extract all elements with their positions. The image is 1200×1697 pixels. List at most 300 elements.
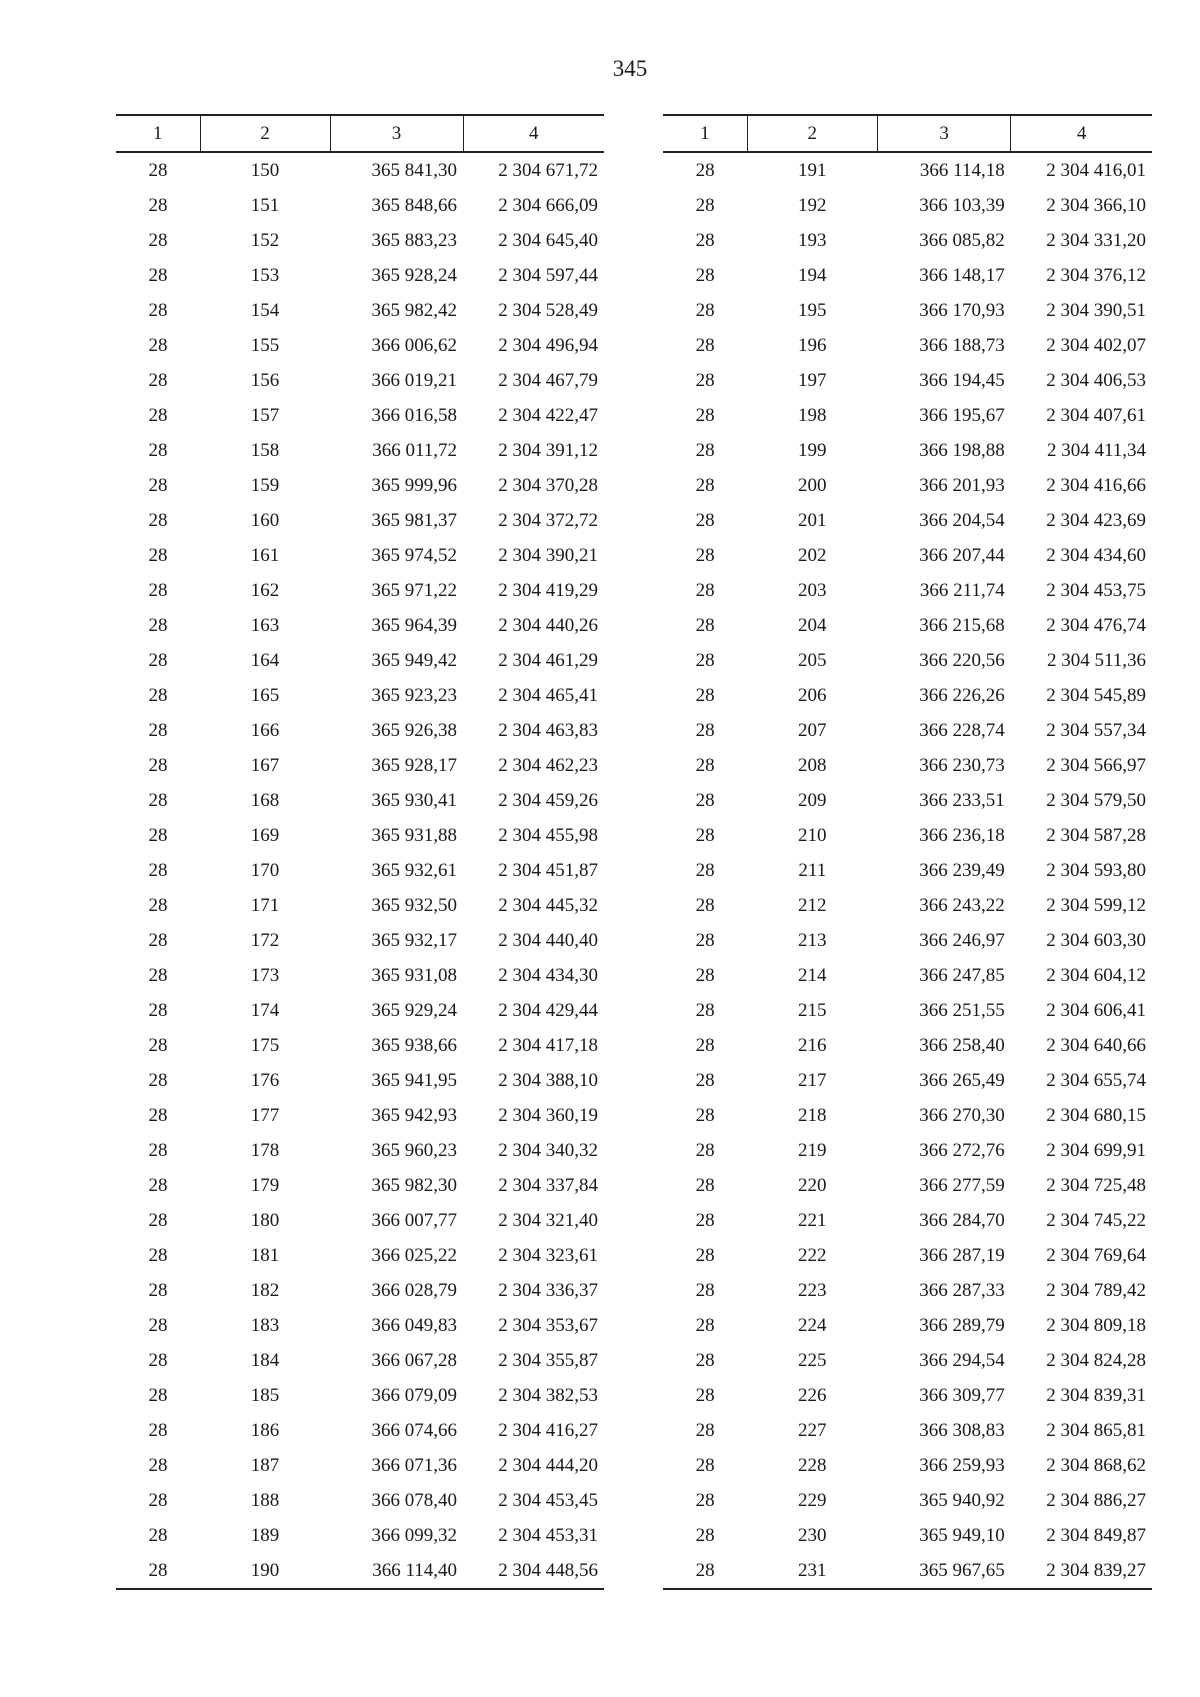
cell-zone: 28 <box>148 1314 168 1336</box>
cell-coordinate-x: 365 942,93 <box>371 1104 457 1126</box>
table-row <box>116 258 604 293</box>
cell-zone: 28 <box>148 719 168 741</box>
table-row <box>663 188 1152 223</box>
cell-zone: 28 <box>695 859 715 881</box>
cell-coordinate-y: 2 304 416,66 <box>1046 474 1146 496</box>
column-header-1: 1 <box>116 115 200 152</box>
cell-coordinate-x: 365 941,95 <box>371 1069 457 1091</box>
cell-point-number: 227 <box>798 1419 827 1441</box>
table-row <box>663 1413 1152 1448</box>
cell-coordinate-y: 2 304 459,26 <box>498 789 598 811</box>
table-row <box>663 1133 1152 1168</box>
cell-coordinate-x: 366 289,79 <box>919 1314 1005 1336</box>
table-row <box>116 923 604 958</box>
cell-zone: 28 <box>695 299 715 321</box>
cell-coordinate-y: 2 304 445,32 <box>498 894 598 916</box>
cell-coordinate-y: 2 304 360,19 <box>498 1104 598 1126</box>
cell-coordinate-y: 2 304 416,27 <box>498 1419 598 1441</box>
cell-coordinate-y: 2 304 370,28 <box>498 474 598 496</box>
cell-coordinate-x: 366 228,74 <box>919 719 1005 741</box>
cell-coordinate-y: 2 304 453,75 <box>1046 579 1146 601</box>
cell-coordinate-x: 366 198,88 <box>919 439 1005 461</box>
cell-zone: 28 <box>148 649 168 671</box>
cell-point-number: 169 <box>250 824 280 846</box>
cell-zone: 28 <box>148 509 168 531</box>
cell-point-number: 177 <box>250 1104 280 1126</box>
cell-coordinate-y: 2 304 372,72 <box>498 509 598 531</box>
cell-coordinate-y: 2 304 423,69 <box>1046 509 1146 531</box>
cell-zone: 28 <box>695 754 715 776</box>
table-row <box>116 1273 604 1308</box>
cell-point-number: 213 <box>798 929 827 951</box>
table-row <box>663 398 1152 433</box>
cell-point-number: 198 <box>798 404 827 426</box>
cell-coordinate-y: 2 304 645,40 <box>498 229 598 251</box>
table-row <box>663 538 1152 573</box>
table-row <box>663 678 1152 713</box>
table-row <box>663 152 1152 188</box>
coordinates-table-right <box>663 114 1152 1590</box>
cell-zone: 28 <box>148 789 168 811</box>
table-row <box>116 293 604 328</box>
cell-zone: 28 <box>148 1524 168 1546</box>
table-row <box>116 1238 604 1273</box>
cell-point-number: 222 <box>798 1244 827 1266</box>
table-row <box>116 1448 604 1483</box>
cell-coordinate-y: 2 304 340,32 <box>498 1139 598 1161</box>
cell-zone: 28 <box>695 1174 715 1196</box>
column-header-3: 3 <box>330 115 463 152</box>
cell-point-number: 212 <box>798 894 827 916</box>
page-number: 345 <box>612 56 648 81</box>
cell-zone: 28 <box>695 1384 715 1406</box>
cell-zone: 28 <box>148 404 168 426</box>
cell-point-number: 189 <box>250 1524 280 1546</box>
table-row <box>663 468 1152 503</box>
cell-coordinate-y: 2 304 417,18 <box>498 1034 598 1056</box>
table-row <box>116 1518 604 1553</box>
cell-point-number: 154 <box>250 299 280 321</box>
cell-point-number: 208 <box>798 754 827 776</box>
cell-coordinate-y: 2 304 366,10 <box>1046 194 1146 216</box>
cell-coordinate-x: 365 848,66 <box>371 194 457 216</box>
cell-point-number: 194 <box>798 264 827 286</box>
cell-coordinate-x: 365 932,17 <box>371 929 457 951</box>
cell-point-number: 191 <box>798 159 827 181</box>
cell-coordinate-x: 366 148,17 <box>919 264 1005 286</box>
cell-coordinate-y: 2 304 597,44 <box>498 264 598 286</box>
cell-coordinate-y: 2 304 809,18 <box>1046 1314 1146 1336</box>
table-row <box>663 853 1152 888</box>
cell-coordinate-y: 2 304 606,41 <box>1046 999 1146 1021</box>
table-row <box>116 573 604 608</box>
table-row <box>116 748 604 783</box>
cell-zone: 28 <box>148 684 168 706</box>
cell-coordinate-x: 365 938,66 <box>371 1034 457 1056</box>
cell-coordinate-x: 365 982,42 <box>371 299 457 321</box>
cell-coordinate-y: 2 304 331,20 <box>1046 229 1146 251</box>
cell-zone: 28 <box>695 649 715 671</box>
cell-coordinate-y: 2 304 440,40 <box>498 929 598 951</box>
table-row <box>116 1063 604 1098</box>
cell-coordinate-x: 366 025,22 <box>371 1244 457 1266</box>
cell-point-number: 228 <box>798 1454 827 1476</box>
cell-point-number: 224 <box>798 1314 827 1336</box>
cell-point-number: 200 <box>798 474 827 496</box>
cell-coordinate-y: 2 304 640,66 <box>1046 1034 1146 1056</box>
table-row <box>116 328 604 363</box>
cell-point-number: 170 <box>250 859 280 881</box>
cell-point-number: 215 <box>798 999 827 1021</box>
cell-coordinate-x: 366 270,30 <box>919 1104 1005 1126</box>
table-row <box>116 1203 604 1238</box>
cell-coordinate-y: 2 304 886,27 <box>1046 1489 1146 1511</box>
cell-coordinate-x: 365 931,08 <box>371 964 457 986</box>
cell-coordinate-y: 2 304 382,53 <box>498 1384 598 1406</box>
cell-coordinate-x: 365 964,39 <box>371 614 457 636</box>
cell-point-number: 176 <box>250 1069 280 1091</box>
cell-point-number: 187 <box>250 1454 280 1476</box>
cell-zone: 28 <box>695 334 715 356</box>
cell-coordinate-y: 2 304 579,50 <box>1046 789 1146 811</box>
cell-point-number: 185 <box>250 1384 280 1406</box>
column-header-3: 3 <box>877 115 1010 152</box>
table-row <box>663 643 1152 678</box>
cell-point-number: 202 <box>798 544 827 566</box>
cell-point-number: 196 <box>798 334 827 356</box>
cell-coordinate-x: 365 928,24 <box>371 264 457 286</box>
cell-coordinate-x: 366 007,77 <box>371 1209 457 1231</box>
cell-coordinate-y: 2 304 402,07 <box>1046 334 1146 356</box>
cell-point-number: 173 <box>250 964 280 986</box>
cell-coordinate-y: 2 304 434,30 <box>498 964 598 986</box>
cell-coordinate-y: 2 304 422,47 <box>498 404 598 426</box>
cell-zone: 28 <box>695 369 715 391</box>
cell-zone: 28 <box>148 999 168 1021</box>
cell-coordinate-y: 2 304 407,61 <box>1046 404 1146 426</box>
cell-coordinate-x: 366 188,73 <box>919 334 1005 356</box>
cell-coordinate-x: 366 226,26 <box>919 684 1005 706</box>
cell-coordinate-x: 366 287,33 <box>919 1279 1005 1301</box>
cell-coordinate-x: 366 215,68 <box>919 614 1005 636</box>
table-row <box>663 293 1152 328</box>
table-row <box>116 1133 604 1168</box>
cell-point-number: 190 <box>200 1553 330 1589</box>
cell-point-number: 156 <box>250 369 280 391</box>
cell-point-number: 163 <box>250 614 280 636</box>
cell-zone: 28 <box>695 824 715 846</box>
table-row <box>116 608 604 643</box>
cell-zone: 28 <box>695 614 715 636</box>
table-row <box>663 1098 1152 1133</box>
cell-zone: 28 <box>695 439 715 461</box>
table-row <box>663 573 1152 608</box>
cell-coordinate-y: 2 304 865,81 <box>1046 1419 1146 1441</box>
cell-point-number: 201 <box>798 509 827 531</box>
cell-zone: 28 <box>148 1104 168 1126</box>
cell-coordinate-y: 2 304 769,64 <box>1046 1244 1146 1266</box>
table-row <box>663 1273 1152 1308</box>
cell-zone: 28 <box>148 1034 168 1056</box>
cell-point-number: 175 <box>250 1034 280 1056</box>
cell-point-number: 164 <box>250 649 280 671</box>
column-header-2: 2 <box>747 115 877 152</box>
cell-coordinate-x: 366 308,83 <box>919 1419 1005 1441</box>
cell-coordinate-x: 366 294,54 <box>919 1349 1005 1371</box>
cell-zone: 28 <box>663 1553 747 1589</box>
cell-coordinate-y: 2 304 699,91 <box>1046 1139 1146 1161</box>
cell-point-number: 205 <box>798 649 827 671</box>
cell-coordinate-y: 2 304 587,28 <box>1046 824 1146 846</box>
cell-point-number: 162 <box>250 579 280 601</box>
table-header-row <box>663 115 1152 152</box>
cell-point-number: 159 <box>250 474 280 496</box>
cell-zone: 28 <box>695 544 715 566</box>
cell-zone: 28 <box>695 1244 715 1266</box>
table-row <box>116 1378 604 1413</box>
cell-coordinate-x: 365 923,23 <box>371 684 457 706</box>
cell-coordinate-x: 366 204,54 <box>919 509 1005 531</box>
cell-coordinate-x: 366 243,22 <box>919 894 1005 916</box>
cell-coordinate-x: 366 006,62 <box>371 334 457 356</box>
cell-coordinate-x: 366 246,97 <box>919 929 1005 951</box>
table-row <box>663 748 1152 783</box>
cell-point-number: 158 <box>250 439 280 461</box>
cell-coordinate-y: 2 304 429,44 <box>498 999 598 1021</box>
table-row <box>116 152 604 188</box>
cell-coordinate-x: 366 019,21 <box>371 369 457 391</box>
table-row <box>663 1343 1152 1378</box>
cell-coordinate-y: 2 304 496,94 <box>498 334 598 356</box>
cell-coordinate-x: 366 259,93 <box>919 1454 1005 1476</box>
table-row <box>663 818 1152 853</box>
cell-point-number: 180 <box>250 1209 280 1231</box>
cell-coordinate-x: 365 841,30 <box>371 159 457 181</box>
cell-point-number: 178 <box>250 1139 280 1161</box>
cell-point-number: 197 <box>798 369 827 391</box>
cell-zone: 28 <box>148 194 168 216</box>
cell-coordinate-x: 366 195,67 <box>919 404 1005 426</box>
column-header-4: 4 <box>463 115 604 152</box>
cell-point-number: 216 <box>798 1034 827 1056</box>
cell-zone: 28 <box>695 194 715 216</box>
cell-coordinate-x: 366 201,93 <box>919 474 1005 496</box>
cell-point-number: 204 <box>798 614 827 636</box>
cell-coordinate-y: 2 304 388,10 <box>498 1069 598 1091</box>
table-row <box>116 1098 604 1133</box>
cell-point-number: 172 <box>250 929 280 951</box>
cell-coordinate-x: 366 247,85 <box>919 964 1005 986</box>
table-row <box>663 363 1152 398</box>
table-row <box>116 223 604 258</box>
cell-zone: 28 <box>695 1489 715 1511</box>
cell-coordinate-y: 2 304 434,60 <box>1046 544 1146 566</box>
cell-coordinate-y: 2 304 453,45 <box>498 1489 598 1511</box>
column-header-2: 2 <box>200 115 330 152</box>
table-row <box>663 888 1152 923</box>
cell-coordinate-y: 2 304 444,20 <box>498 1454 598 1476</box>
cell-zone: 28 <box>148 824 168 846</box>
table-row <box>116 678 604 713</box>
cell-coordinate-y: 2 304 557,34 <box>1046 719 1146 741</box>
cell-coordinate-y: 2 304 849,87 <box>1046 1524 1146 1546</box>
cell-coordinate-x: 366 114,18 <box>919 159 1005 181</box>
cell-coordinate-y: 2 304 745,22 <box>1046 1209 1146 1231</box>
cell-zone: 28 <box>695 509 715 531</box>
cell-point-number: 209 <box>798 789 827 811</box>
cell-point-number: 150 <box>250 159 280 181</box>
cell-coordinate-y: 2 304 463,83 <box>498 719 598 741</box>
table-row <box>116 1413 604 1448</box>
cell-zone: 28 <box>148 1069 168 1091</box>
cell-zone: 28 <box>148 1139 168 1161</box>
cell-coordinate-y: 2 304 462,23 <box>498 754 598 776</box>
cell-coordinate-y: 2 304 336,37 <box>498 1279 598 1301</box>
table-row <box>116 1168 604 1203</box>
table-row <box>663 223 1152 258</box>
cell-coordinate-y: 2 304 511,36 <box>1046 649 1146 671</box>
cell-point-number: 214 <box>798 964 827 986</box>
cell-coordinate-x: 365 967,65 <box>877 1553 1010 1589</box>
cell-point-number: 220 <box>798 1174 827 1196</box>
cell-coordinate-x: 366 078,40 <box>371 1489 457 1511</box>
cell-coordinate-y: 2 304 839,27 <box>1011 1553 1152 1589</box>
cell-coordinate-y: 2 304 451,87 <box>498 859 598 881</box>
table-row <box>116 853 604 888</box>
cell-zone: 28 <box>148 1244 168 1266</box>
cell-point-number: 210 <box>798 824 827 846</box>
table-row <box>116 1553 604 1589</box>
cell-zone: 28 <box>695 474 715 496</box>
cell-point-number: 221 <box>798 1209 827 1231</box>
cell-coordinate-x: 365 974,52 <box>371 544 457 566</box>
cell-point-number: 157 <box>250 404 280 426</box>
cell-point-number: 181 <box>250 1244 280 1266</box>
cell-coordinate-x: 365 930,41 <box>371 789 457 811</box>
cell-coordinate-y: 2 304 599,12 <box>1046 894 1146 916</box>
cell-coordinate-x: 366 114,40 <box>330 1553 463 1589</box>
table-row <box>116 503 604 538</box>
cell-coordinate-x: 366 194,45 <box>919 369 1005 391</box>
table-row <box>116 1483 604 1518</box>
cell-coordinate-y: 2 304 323,61 <box>498 1244 598 1266</box>
cell-point-number: 186 <box>250 1419 280 1441</box>
cell-coordinate-y: 2 304 390,51 <box>1046 299 1146 321</box>
cell-coordinate-x: 366 074,66 <box>371 1419 457 1441</box>
cell-coordinate-x: 366 079,09 <box>371 1384 457 1406</box>
cell-zone: 28 <box>695 1524 715 1546</box>
cell-zone: 28 <box>695 1104 715 1126</box>
cell-coordinate-y: 2 304 411,34 <box>1046 439 1146 461</box>
cell-zone: 28 <box>695 1069 715 1091</box>
cell-coordinate-x: 365 949,10 <box>919 1524 1005 1546</box>
cell-point-number: 199 <box>798 439 827 461</box>
column-header-1: 1 <box>663 115 747 152</box>
cell-zone: 28 <box>148 1209 168 1231</box>
cell-zone: 28 <box>148 299 168 321</box>
cell-coordinate-y: 2 304 455,98 <box>498 824 598 846</box>
cell-coordinate-y: 2 304 839,31 <box>1046 1384 1146 1406</box>
cell-zone: 28 <box>695 1139 715 1161</box>
cell-zone: 28 <box>148 334 168 356</box>
cell-coordinate-x: 366 265,49 <box>919 1069 1005 1091</box>
cell-coordinate-x: 365 940,92 <box>919 1489 1005 1511</box>
cell-point-number: 166 <box>250 719 280 741</box>
cell-coordinate-y: 2 304 868,62 <box>1046 1454 1146 1476</box>
cell-coordinate-x: 366 028,79 <box>371 1279 457 1301</box>
cell-coordinate-y: 2 304 725,48 <box>1046 1174 1146 1196</box>
cell-zone: 28 <box>148 859 168 881</box>
table-row <box>663 503 1152 538</box>
cell-coordinate-x: 366 239,49 <box>919 859 1005 881</box>
cell-point-number: 171 <box>250 894 280 916</box>
cell-coordinate-x: 366 236,18 <box>919 824 1005 846</box>
table-row <box>116 1028 604 1063</box>
cell-zone: 28 <box>148 614 168 636</box>
cell-zone: 28 <box>148 929 168 951</box>
coordinates-table-left <box>116 114 604 1590</box>
cell-coordinate-y: 2 304 391,12 <box>498 439 598 461</box>
cell-coordinate-x: 365 929,24 <box>371 999 457 1021</box>
cell-point-number: 160 <box>250 509 280 531</box>
table-row <box>116 888 604 923</box>
table-row <box>116 538 604 573</box>
cell-coordinate-y: 2 304 467,79 <box>498 369 598 391</box>
table-row <box>116 1343 604 1378</box>
cell-point-number: 152 <box>250 229 280 251</box>
cell-coordinate-y: 2 304 419,29 <box>498 579 598 601</box>
table-row <box>116 713 604 748</box>
cell-coordinate-x: 365 999,96 <box>371 474 457 496</box>
cell-zone: 28 <box>695 1314 715 1336</box>
cell-point-number: 174 <box>250 999 280 1021</box>
cell-coordinate-x: 365 928,17 <box>371 754 457 776</box>
cell-zone: 28 <box>148 229 168 251</box>
cell-point-number: 179 <box>250 1174 280 1196</box>
table-row <box>663 1378 1152 1413</box>
table-header-row <box>116 115 604 152</box>
cell-coordinate-x: 365 982,30 <box>371 1174 457 1196</box>
cell-zone: 28 <box>148 1349 168 1371</box>
table-row <box>116 818 604 853</box>
table-row <box>663 923 1152 958</box>
table-row <box>663 1168 1152 1203</box>
table-row <box>116 363 604 398</box>
table-row <box>116 188 604 223</box>
cell-point-number: 165 <box>250 684 280 706</box>
table-row <box>116 993 604 1028</box>
table-row <box>116 643 604 678</box>
cell-point-number: 218 <box>798 1104 827 1126</box>
cell-point-number: 155 <box>250 334 280 356</box>
cell-zone: 28 <box>695 264 715 286</box>
cell-coordinate-y: 2 304 666,09 <box>498 194 598 216</box>
cell-zone: 28 <box>148 439 168 461</box>
cell-coordinate-y: 2 304 593,80 <box>1046 859 1146 881</box>
table-row <box>116 468 604 503</box>
cell-point-number: 193 <box>798 229 827 251</box>
cell-coordinate-x: 366 103,39 <box>919 194 1005 216</box>
cell-zone: 28 <box>695 1454 715 1476</box>
cell-point-number: 217 <box>798 1069 827 1091</box>
cell-point-number: 184 <box>250 1349 280 1371</box>
cell-point-number: 207 <box>798 719 827 741</box>
cell-coordinate-y: 2 304 566,97 <box>1046 754 1146 776</box>
cell-zone: 28 <box>695 999 715 1021</box>
cell-coordinate-y: 2 304 476,74 <box>1046 614 1146 636</box>
cell-point-number: 230 <box>798 1524 827 1546</box>
cell-zone: 28 <box>148 1279 168 1301</box>
